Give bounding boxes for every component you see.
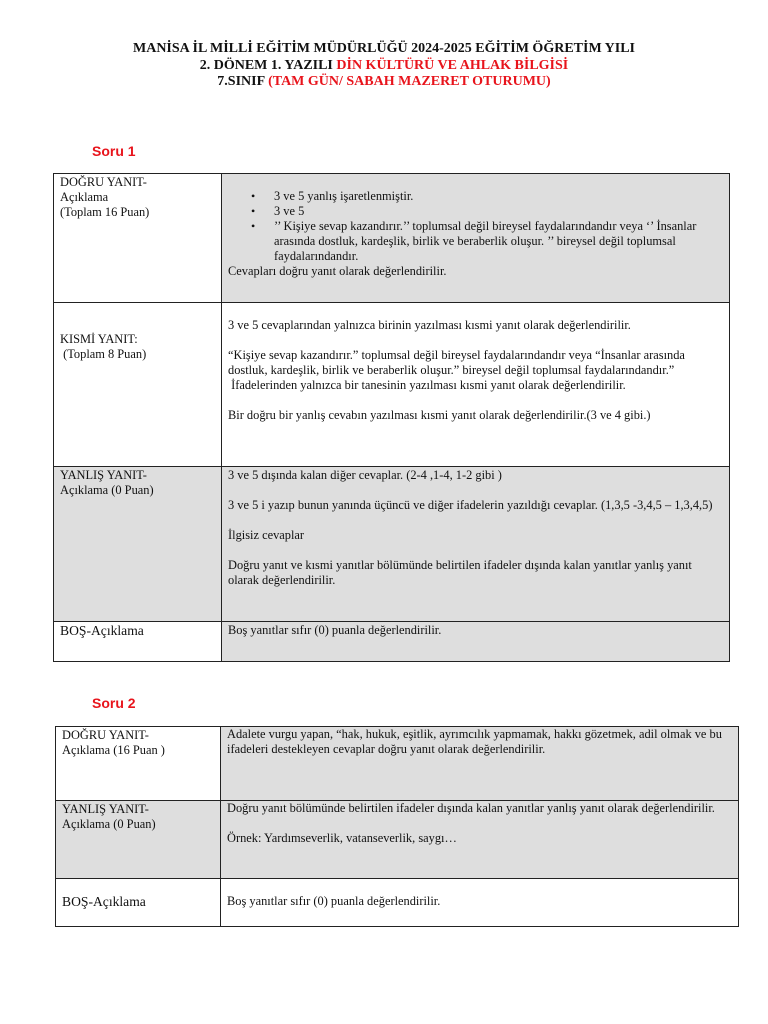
header-line-2 (0, 58, 768, 75)
dogru-label-line1: DOĞRU YANIT- (62, 728, 149, 742)
yanlis-text-2: 3 ve 5 i yazıp bunun yanında üçüncü ve diğer ifadelerin yazıldığı cevaplar. (1,3,5 -3,4,5 – 1,3,4,5) (228, 498, 713, 512)
soru-1-dogru-row (54, 174, 730, 303)
bos-label-cell (56, 879, 221, 927)
yanlis-content-cell (221, 801, 739, 879)
bos-label: BOŞ-Açıklama (62, 894, 146, 909)
kismi-text-2: “Kişiye sevap kazandırır.” toplumsal değil bireysel faydalarındandır veya “İnsanlar arasında dostluk, kardeşlik, birlik ve beraberlik oluşur.” bireysel değil toplumsal faydalarındandır.” (228, 348, 685, 377)
dogru-label-line3: (Toplam 16 Puan) (60, 205, 150, 219)
soru-2-rubric-table (55, 726, 739, 927)
yanlis-text-4: Doğru yanıt ve kısmi yanıtlar bölümünde belirtilen ifadeler dışında kalan yanıtlar yanlış yanıt olarak değerlendirilir. (228, 558, 692, 587)
bos-label: BOŞ-Açıklama (60, 623, 144, 638)
dogru-label-line2: Açıklama (16 Puan ) (62, 743, 165, 757)
dogru-bullet-list (228, 189, 723, 264)
kismi-text-4: Bir doğru bir yanlış cevabın yazılması kısmi yanıt olarak değerlendirilir.(3 ve 4 gibi.) (228, 408, 651, 422)
dogru-text: Adalete vurgu yapan, “hak, hukuk, eşitlik, ayrımcılık yapmamak, hakkı gözetmek, adil olmak ve bu ifadeleri destekleyen cevaplar doğru yanıt olarak değerlendirilir. (227, 727, 722, 756)
soru-2-dogru-row (56, 727, 739, 801)
kismi-content-cell (222, 303, 730, 467)
yanlis-label-line2: Açıklama (0 Puan) (60, 483, 154, 497)
header-grade: 7.SINIF (217, 74, 269, 89)
list-item: • 3 ve 5 yanlış işaretlenmiştir. (274, 189, 723, 204)
kismi-label-cell (54, 303, 222, 467)
bos-text: Boş yanıtlar sıfır (0) puanla değerlendirilir. (227, 894, 441, 908)
soru-1-kismi-row (54, 303, 730, 467)
dogru-label-cell (54, 174, 222, 303)
header-line-1: MANİSA İL MİLLİ EĞİTİM MÜDÜRLÜĞÜ 2024-2025 EĞİTİM ÖĞRETİM YILI (133, 41, 635, 56)
yanlis-content-cell (222, 467, 730, 622)
kismi-text-1: 3 ve 5 cevaplarından yalnızca birinin yazılması kısmi yanıt olarak değerlendirilir. (228, 318, 631, 332)
kismi-text-3: İfadelerinden yalnızca bir tanesinin yazılması kısmi yanıt olarak değerlendirilir. (228, 378, 626, 392)
list-item: • 3 ve 5 (274, 204, 723, 219)
soru-1-bos-row (54, 622, 730, 662)
dogru-label-line1: DOĞRU YANIT- (60, 175, 147, 189)
soru-1-title: Soru 1 (92, 143, 136, 159)
dogru-label-line2: Açıklama (60, 190, 109, 204)
header-course-name: DİN KÜLTÜRÜ VE AHLAK BİLGİSİ (336, 57, 569, 73)
dogru-content-cell (221, 727, 739, 801)
header-exam-label: 2. DÖNEM 1. YAZILI (199, 57, 337, 73)
yanlis-label-line1: YANLIŞ YANIT- (60, 468, 147, 482)
bos-content-cell (222, 622, 730, 662)
kismi-label-line2: (Toplam 8 Puan) (60, 347, 147, 361)
yanlis-label-cell (56, 801, 221, 879)
soru-2-bos-row (56, 879, 739, 927)
yanlis-text-1: Doğru yanıt bölümünde belirtilen ifadeler dışında kalan yanıtlar yanlış yanıt olarak değerlendirilir. (227, 801, 715, 815)
header-session: (TAM GÜN/ SABAH MAZERET OTURUMU) (268, 74, 551, 89)
dogru-label-cell (56, 727, 221, 801)
yanlis-label-cell (54, 467, 222, 622)
document-header (0, 41, 768, 91)
header-line-3 (0, 74, 768, 91)
bos-label-cell (54, 622, 222, 662)
yanlis-text-1: 3 ve 5 dışında kalan diğer cevaplar. (2-4 ,1-4, 1-2 gibi ) (228, 468, 502, 482)
yanlis-text-3: İlgisiz cevaplar (228, 528, 305, 542)
soru-1-rubric-table (53, 173, 730, 662)
soru-2-yanlis-row (56, 801, 739, 879)
bos-text: Boş yanıtlar sıfır (0) puanla değerlendirilir. (228, 623, 442, 637)
list-item: • ’’ Kişiye sevap kazandırır.’’ toplumsal değil bireysel faydalarındandır veya ‘’ İnsanlar arasında dostluk, kardeşlik, birlik ve beraberlik oluşur. ’’ bireysel değil toplumsal faydalarındandır. (274, 219, 723, 264)
yanlis-label-line2: Açıklama (0 Puan) (62, 817, 156, 831)
soru-2-title: Soru 2 (92, 695, 136, 711)
dogru-conclusion: Cevapları doğru yanıt olarak değerlendirilir. (228, 264, 447, 278)
dogru-content-cell (222, 174, 730, 303)
bos-content-cell (221, 879, 739, 927)
yanlis-text-2: Örnek: Yardımseverlik, vatanseverlik, saygı… (227, 831, 457, 845)
kismi-label-line1: KISMİ YANIT: (60, 332, 138, 346)
yanlis-label-line1: YANLIŞ YANIT- (62, 802, 149, 816)
soru-1-yanlis-row (54, 467, 730, 622)
